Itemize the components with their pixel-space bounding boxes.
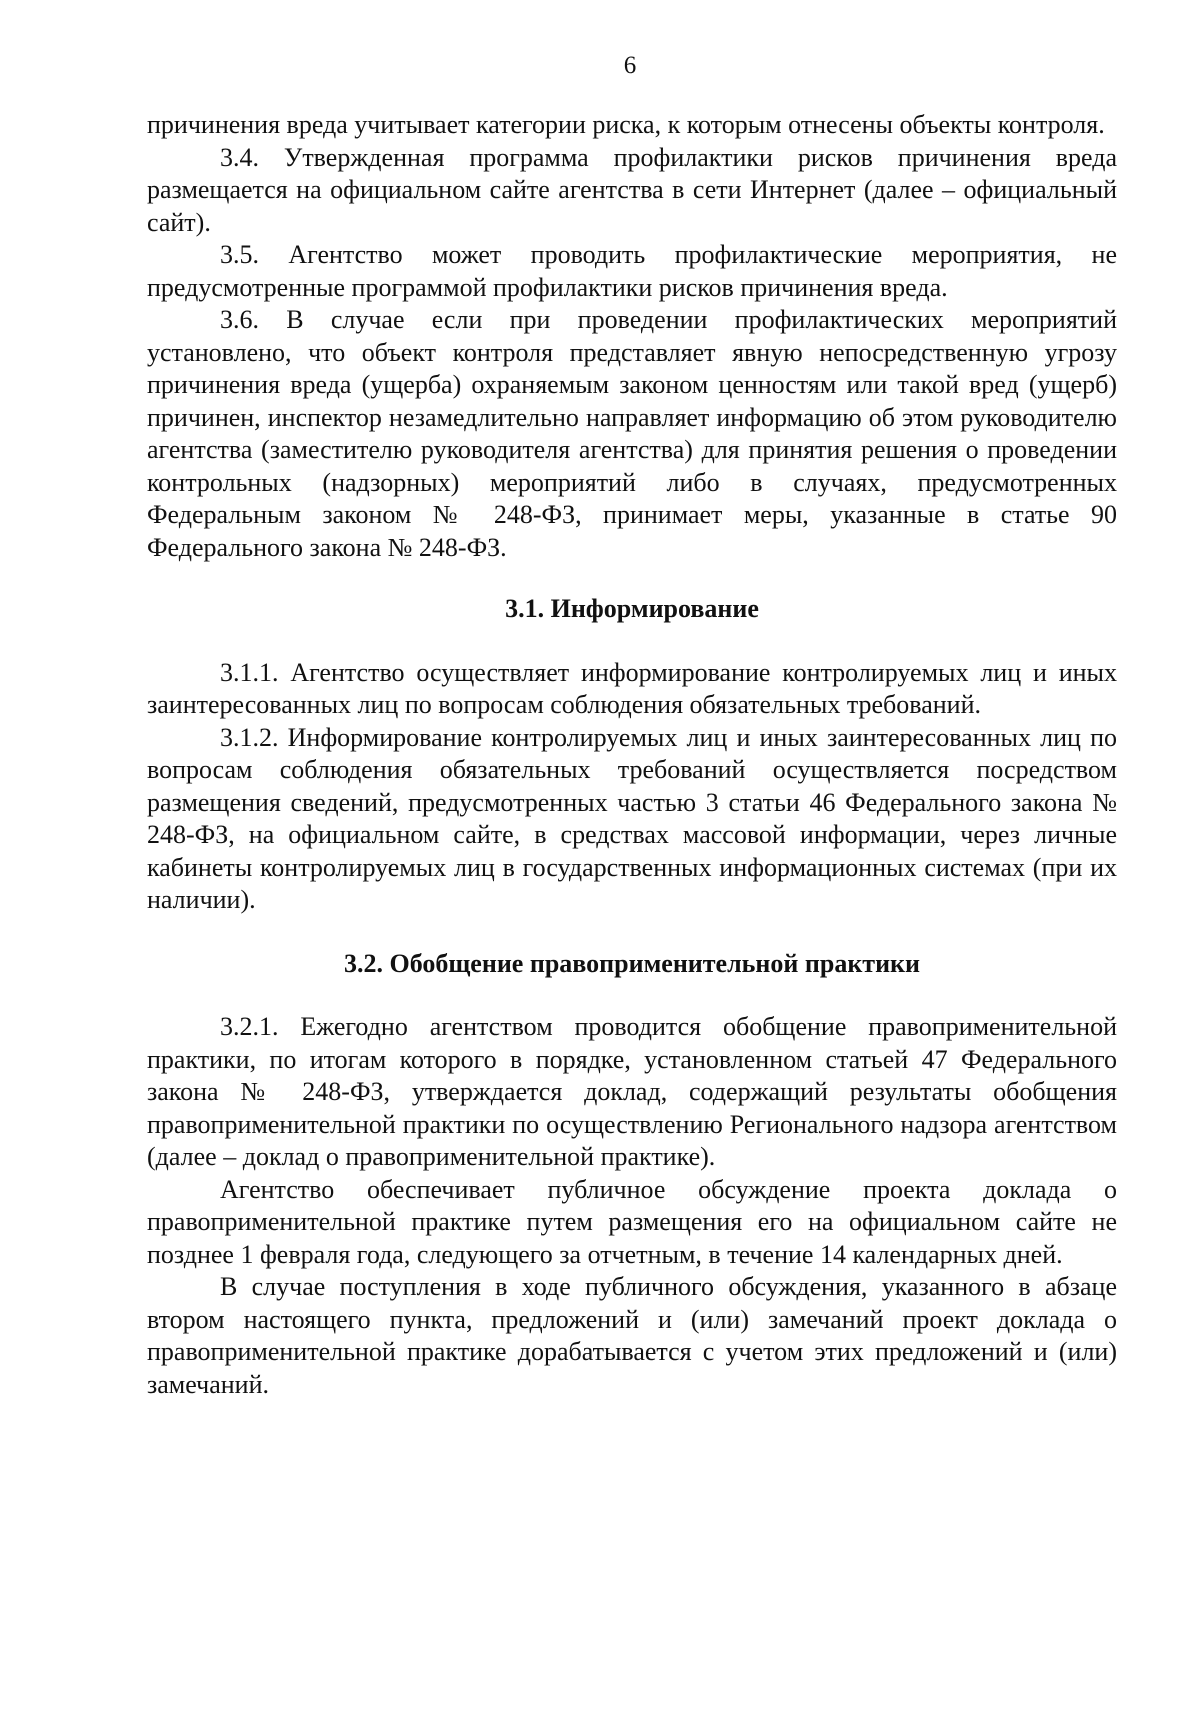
paragraph-3-5: 3.5. Агентство может проводить профилактические мероприятия, не предусмотренные программой профилактики рисков причинения вреда. xyxy=(147,240,1117,302)
paragraph-3-1-2: 3.1.2. Информирование контролируемых лиц и иных заинтересованных лиц по вопросам соблюдения обязательных требований осуществляется посредством размещения сведений, предусмотренных частью 3 статьи 46 Федерального закона № 248-ФЗ, на официальном сайте, в средствах массовой информации, через личные кабинеты контролируемых лиц в государственных информационных системах (при их наличии). xyxy=(147,722,1117,914)
paragraph-3-2-1: 3.2.1. Ежегодно агентством проводится обобщение правоприменительной практики, по итогам которого в порядке, установленном статьей 47 Федерального закона № 248-ФЗ, утверждается доклад, содержащий результаты обобщения правоприменительной практики по осуществлению Регионального надзора агентством (далее – доклад о правоприменительной практике). xyxy=(147,1012,1117,1171)
paragraph-continuation: причинения вреда учитывает категории риска, к которым отнесены объекты контроля. xyxy=(147,110,1105,139)
section-heading-3-1: 3.1. Информирование xyxy=(505,594,759,623)
page-number: 6 xyxy=(623,52,637,79)
paragraph-3-4: 3.4. Утвержденная программа профилактики рисков причинения вреда размещается на официальном сайте агентства в сети Интернет (далее – официальный сайт). xyxy=(147,142,1117,237)
document-body xyxy=(147,109,1117,1401)
section-heading-3-2: 3.2. Обобщение правоприменительной практики xyxy=(343,948,921,978)
paragraph-3-2-1-second: Агентство обеспечивает публичное обсуждение проекта доклада о правоприменительной практике путем размещения его на официальном сайте не позднее 1 февраля года, следующего за отчетным, в течение 14 календарных дней. xyxy=(147,1174,1117,1269)
paragraph-3-6: 3.6. В случае если при проведении профилактических мероприятий установлено, что объект контроля представляет явную непосредственную угрозу причинения вреда (ущерба) охраняемым законом ценностям или такой вред (ущерб) причинен, инспектор незамедлительно направляет информацию об этом руководителю агентства (заместителю руководителя агентства) для принятия решения о проведении контрольных (надзорных) мероприятий либо в случаях, предусмотренных Федеральным законом № 248-ФЗ, принимает меры, указанные в статье 90 Федерального закона № 248-ФЗ. xyxy=(147,305,1117,562)
paragraph-3-2-1-third: В случае поступления в ходе публичного обсуждения, указанного в абзаце втором настоящего пункта, предложений и (или) замечаний проект доклада о правоприменительной практике дорабатывается с учетом этих предложений и (или) замечаний. xyxy=(147,1272,1117,1399)
paragraph-3-1-1: 3.1.1. Агентство осуществляет информирование контролируемых лиц и иных заинтересованных лиц по вопросам соблюдения обязательных требований. xyxy=(147,657,1117,719)
